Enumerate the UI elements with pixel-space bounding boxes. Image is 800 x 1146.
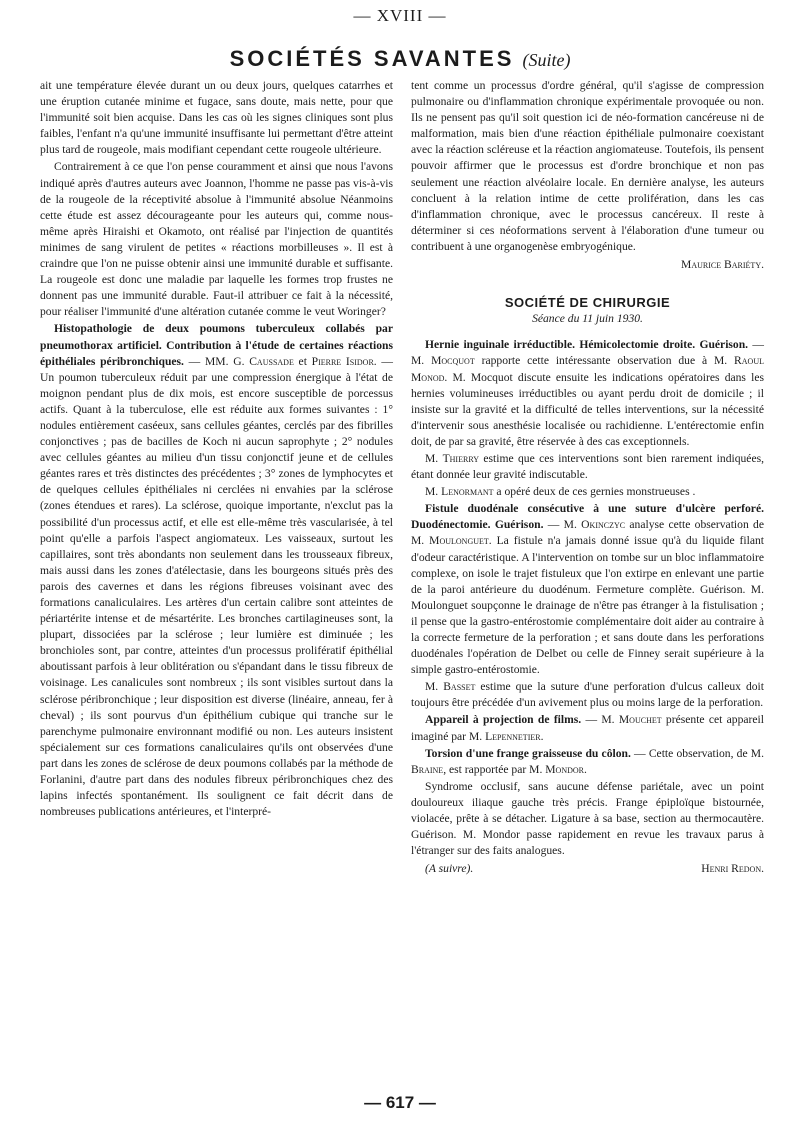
- paragraph: Contrairement à ce que l'on pense couramment et ainsi que nous l'avons indiqué après d'autres auteurs avec Joannon, l'homme ne passe pas vis-à-vis de la rougeole de la réceptivité absolue à l'immunité absolue Néanmoins cette étude est assez décourageante pour les auteurs qui, comme nous-même après Hiraishi et Okamoto, ont réalisé par l'injection de quantités minimes de sang virulent de petites « réactions morbilleuses ». Il est à craindre que l'on ne puisse obtenir ainsi une immunité durable et suffisante. La rougeole est donc une maladie par laquelle les formes trop frustes ne donnent pas une immunité durable. Faut-il attribuer ce fait à la nécessité, pour réaliser l'immunité d'une altération cutanée comme le veut Woringer?: [40, 160, 393, 319]
- article-title: Histopathologie de deux poumons tuberculeux collabés par pneumothorax artificiel. Contribution à l'étude de certaines réactions épithéliales péribronchiques.: [40, 322, 393, 368]
- report-hernie: Hernie inguinale irréductible. Hémicolectomie droite. Guérison. — M. Mocquot rapporte cette intéressante observation due à M. Raoul Monod. M. Mocquot discute ensuite les indications opératoires dans les hernies volumineuses irréductibles ou ayant perdu droit de domicile ; il insiste sur la gravité et la difficulté de telles interventions, sur la nécessité d'intervenir sous anesthésie localisée ou rachidienne. L'entérectomie enfin doit, de par sa gravité, être réservée à des cas exceptionnels.: [411, 338, 764, 448]
- to-be-continued: (A suivre).: [425, 862, 474, 876]
- paragraph: tent comme un processus d'ordre général, qu'il s'agisse de compression pulmonaire ou d'inflammation chronique expérimentale provoquée ou non. Ils ne pensent pas qu'il soit question ici de néo-formation cancéreuse ni de malformation, mais bien d'une réaction épithéliale pulmonaire coexistant avec la réaction scléreuse et la réaction angiomateuse. Toutefois, ils pensent pouvoir affirmer que le processus est d'ordre bronchique et non pas seulement une réaction alvéolaire locale. En dernière analyse, les auteurs concluent à la relation intime de cette prolifération, dans les cas d'inflammation chronique, avec le processus cancéreux. Il reste à déterminer si ces néoformations servent à l'élaboration d'une tumeur ou contribuent à une organogenèse embryogénique.: [411, 79, 764, 253]
- report-torsion: Torsion d'une frange graisseuse du côlon. — Cette observation, de M. Braine, est rapportée par M. Mondor.: [411, 746, 764, 776]
- author-name: Mocquot: [431, 354, 475, 368]
- author-name: Okinczyc: [581, 518, 626, 532]
- running-title: SOCIÉTÉS SAVANTES: [229, 46, 515, 71]
- report-title: Fistule duodénale consécutive à une suture d'ulcère perforé. Duodénectomie. Guérison.: [411, 502, 764, 532]
- author-name: Mouchet: [618, 713, 662, 727]
- society-title: SOCIÉTÉ DE CHIRURGIE: [504, 295, 671, 311]
- comment-thierry: M. Thierry estime que ces interventions sont bien rarement indiquées, étant donnée leur gravité indiscutable.: [411, 451, 765, 482]
- author-name: Braine: [411, 762, 444, 776]
- report-title: Hernie inguinale irréductible. Hémicolectomie droite. Guérison.: [425, 338, 749, 352]
- report-appareil: Appareil à projection de films. — M. Mouchet présente cet appareil imaginé par M. Lepennetier.: [411, 713, 764, 743]
- signature: Maurice Bariéty.: [681, 258, 764, 272]
- session-date: Séance du 11 juin 1930.: [532, 312, 643, 326]
- report-fistule: Fistule duodénale consécutive à une suture d'ulcère perforé. Duodénectomie. Guérison. — M. Okinczyc analyse cette observation de M. Moulonguet. La fistule n'a jamais donné issue qu'à du liquide filant d'odeur caractéristique. A l'intervention on tombe sur un bloc inflammatoire complexe, on isole le trajet fistuleux que l'on extirpe en enlevant une partie de la paroi antérieure du duodénum. Fermeture complète. Guérison. M. Moulonguet soupçonne le drainage de n'être pas étranger à la fistulisation ; il pense que la gastro-entérostomie complémentaire doit aider au contraire à la correcte fermeture de la perforation ; et sans doute dans les perforations duodénales l'opération de Delbet ou celle de Finney serait supérieure à la simple gastro-entérostomie.: [411, 502, 765, 677]
- article-body: . — Un poumon tuberculeux réduit par une compression énergique à l'état de moignon pendant plus de dix mois, est encore susceptible de porcessus actifs. Quant à la tuberculose, elle est réduite aux formes suivantes : 1° nodules entièrement caséeux, sans cellules géantes, cerclés par des fibrilles conjonctives ; pas de bacilles de Koch ni aucun saprophyte ; 2° nodules avec cellules géantes au milieu d'un tissu conjonctif jeune et de cellules géantes rares et très distinctes des précédentes ; 3° zones de lymphocytes et de quelques cellules épithéliales ni cerclées ni envahies par la sclérose (zones étendues et rares). La sclérose, quoique importante, n'exclut pas la possibilité d'un processus actif, et elle est elle-même très vascularisée, à tel point qu'elle a parfois l'aspect angiomateux. Les vaisseaux, surtout les capillaires, sont très abondants non seulement dans les trousseaux fibreux, mais aussi dans les zones d'atélectasie, dans les bourgeons situés près des parois des cavernes et dans les régions fibreuses voisinant avec des formations canaliculaires. Les artères d'un certain calibre sont atteintes de périartérite intense et de mésartérite. Les bronches cartilagineuses sont, la plupart, dissociées par la sclérose ; leur lumière est diminuée ; les bronchioles sont, par contre, atteintes d'un processus prolifératif épithélial aboutissant parfois à leur oblitération ou s'épandant dans le tissu fibreux de voisinage. Les canalicules sont nombreux ; ils sont visibles surtout dans la sclérose péribronchique ; leur disposition est diverse (linéaire, anneau, fer à cheval) ; ils sont pourvus d'un épithélium cubique qui tranche sur le parenchyme pulmonaire environnant modifié ou non. Les auteurs insistent spécialement sur ces formations canaliculaires qu'ils ont observées d'une part dans les zones de sclérose de deux poumons collabés par la méthode de Forlanini, d'autre part dans des nodules fibreux péribronchiques chez des lapins infectés spontanément. Ils soulignent ce fait décrit dans de nombreuses publications antérieures, et l'interpré-: [40, 354, 393, 819]
- page-folio-top: — XVIII —: [353, 6, 447, 25]
- author-name: Raoul Monod: [411, 354, 764, 384]
- signature: Henri Redon.: [701, 862, 764, 876]
- author-name: Lepennetier: [485, 729, 541, 743]
- report-title: Torsion d'une frange graisseuse du côlon.: [425, 746, 631, 760]
- right-column: [411, 78, 764, 877]
- article-histopathologie: Histopathologie de deux poumons tuberculeux collabés par pneumothorax artificiel. Contribution à l'étude de certaines réactions épithéliales péribronchiques. — MM. G. Caussade et Pierre Isidor. — Un poumon tuberculeux réduit par une compression énergique à l'état de moignon pendant plus de dix mois, est encore susceptible de porcessus actifs. Quant à la tuberculose, elle est réduite aux formes suivantes : 1° nodules entièrement caséeux, sans cellules géantes, cerclés par des fibrilles conjonctives ; pas de bacilles de Koch ni aucun saprophyte ; 2° nodules avec cellules géantes au milieu d'un tissu conjonctif jeune et de cellules géantes rares et très distinctes des précédentes ; 3° zones de lymphocytes et de quelques cellules épithéliales ni cerclées ni envahies par la sclérose (zones étendues et rares). La sclérose, quoique importante, n'exclut pas la possibilité d'un processus actif, et elle est elle-même très vascularisée, à tel point qu'elle a parfois l'aspect angiomateux. Les vaisseaux, surtout les capillaires, sont très abondants non seulement dans les trousseaux fibreux, mais aussi dans les zones d'atélectasie, dans les bourgeons situés près des parois des cavernes et dans les régions fibreuses voisinant avec des formations canaliculaires. Les artères d'un certain calibre sont atteintes de périartérite intense et de mésartérite. Les bronches cartilagineuses sont, la plupart, dissociées par la sclérose ; leur lumière est diminuée ; les bronchioles sont, par contre, atteintes d'un processus prolifératif épithélial aboutissant parfois à leur oblitération ou s'épandant dans le tissu fibreux de voisinage. Les canalicules sont nombreux ; ils sont visibles surtout dans la sclérose péribronchique ; leur disposition est diverse (linéaire, anneau, fer à cheval) ; ils sont pourvus d'un épithélium cubique qui tranche sur le parenchyme pulmonaire environnant modifié ou non. Les auteurs insistent spécialement sur ces formations canaliculaires qu'ils ont observées d'une part dans les zones de sclérose de deux poumons collabés par la méthode de Forlanini, d'autre part dans des nodules fibreux péribronchiques chez des lapins infectés spontanément. Ils soulignent ce fait décrit dans de nombreuses publications antérieures, et l'interpré-: [40, 322, 393, 819]
- author-name: Pierre Isidor: [311, 354, 374, 368]
- page-number: — 617 —: [364, 1093, 436, 1112]
- article-footer: [411, 861, 764, 877]
- author-name: Moulonguet: [429, 534, 489, 548]
- author-name: Basset: [443, 680, 476, 694]
- paragraph: Syndrome occlusif, sans aucune défense pariétale, avec un point douloureux iliaque gauche très précis. Frange épiploïque bistournée, violacée, prête à se détacher. Ligature à sa base, section au thermocautère. Guérison. M. Mondor passe rapidement en revue les travaux parus à l'étranger sur des faits analogues.: [411, 779, 764, 858]
- author-name: Caussade: [249, 354, 294, 368]
- author-name: Lenormant: [441, 485, 494, 499]
- comment-basset: M. Basset estime que la suture d'une perforation d'ulcus calleux doit toujours être précédée d'un avivement plus ou moins large de la perforation.: [411, 680, 764, 710]
- left-column: [40, 78, 393, 820]
- running-head: [0, 46, 800, 72]
- comment-lenormant: M. Lenormant a opéré deux de ces gernies monstrueuses .: [425, 485, 696, 499]
- author-name: Thierry: [442, 451, 479, 465]
- report-title: Appareil à projection de films.: [425, 713, 582, 727]
- paragraph: ait une température élevée durant un ou deux jours, quelques catarrhes et une éruption cutanée minime et fugace, sans doute, mais nette, pour que l'immunité soit bien acquise. Dans les cas où les signes cliniques sont plus faibles, l'enfant n'a qu'une immunité insuffisante lui permettant d'être atteint plus tard de rougeole, mais modifiant cependant cette rougeole ultérieure.: [40, 79, 393, 157]
- running-suite: (Suite): [522, 50, 571, 70]
- author-name: Mondor: [545, 762, 585, 776]
